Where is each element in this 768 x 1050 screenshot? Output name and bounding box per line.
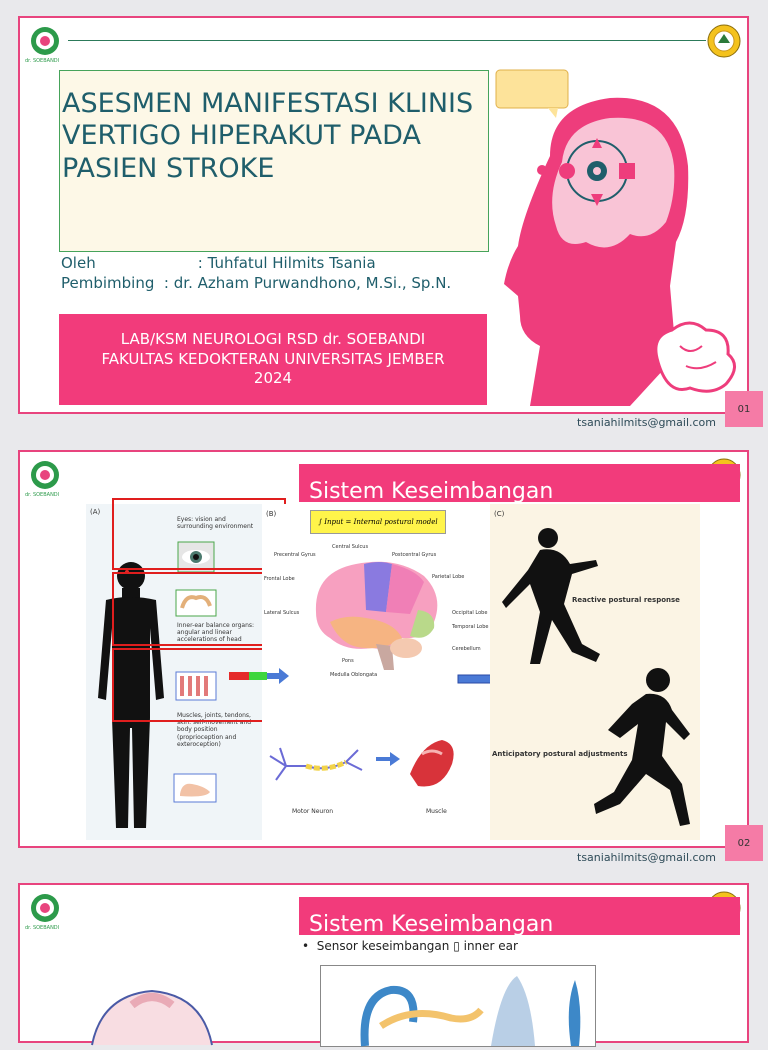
- foot-image: [174, 774, 216, 802]
- logo-caption: dr. SOEBANDI: [25, 925, 60, 931]
- university-seal: [707, 24, 741, 58]
- brain-label-central-sulcus: Central Sulcus: [332, 544, 369, 550]
- supervisor-separator: :: [163, 274, 169, 292]
- page-number: 01: [725, 391, 763, 427]
- supervisor-name: dr. Azham Purwandhono, M.Si., Sp.N.: [173, 274, 452, 292]
- email-footer-2: tsaniahilmits@gmail.com: [577, 851, 716, 864]
- formula-box: ∫ Input = Internal postural model: [310, 510, 446, 534]
- supervisor-label: Pembimbing: [61, 274, 155, 292]
- slide-3: [18, 883, 749, 1043]
- arrow-right-icon: [267, 668, 289, 684]
- bullet-item: • Sensor keseimbangan ▯ inner ear: [302, 939, 518, 953]
- brain-label-occipital: Occipital Lobe: [452, 610, 488, 616]
- eyes-label: Eyes: vision and surrounding environment: [177, 516, 254, 531]
- slide-2: [18, 450, 749, 848]
- author-name: Tuhfatul Hilmits Tsania: [207, 254, 376, 272]
- brainstem-illustration: [82, 975, 222, 1045]
- brain-image: [306, 552, 446, 672]
- highlight-box-eyes: [112, 498, 286, 570]
- head-illustration: [490, 66, 746, 406]
- page-number: 02: [725, 825, 763, 861]
- reactive-label: Reactive postural response: [572, 596, 680, 604]
- section-title: Sistem Keseimbangan: [299, 897, 740, 935]
- institution-line-2: FAKULTAS KEDOKTERAN UNIVERSITAS JEMBER: [101, 349, 445, 368]
- presentation-title: ASESMEN MANIFESTASI KLINIS VERTIGO HIPERAKUT PADA PASIEN STROKE: [62, 88, 474, 184]
- logo-caption: dr. SOEBANDI: [25, 492, 60, 498]
- author-separator: :: [197, 254, 203, 272]
- author-line: [61, 254, 376, 274]
- email-footer-1: tsaniahilmits@gmail.com: [577, 416, 716, 429]
- anticipatory-label: Anticipatory postural adjustments: [492, 750, 628, 758]
- signal-bar-red: [229, 672, 249, 680]
- inner-ear-figure: [320, 965, 596, 1047]
- bullet-text: Sensor keseimbangan ▯ inner ear: [316, 939, 518, 953]
- brain-label-postcentral: Postcentral Gyrus: [392, 552, 437, 558]
- brain-label-medulla: Medulla Oblongata: [330, 672, 378, 678]
- brain-label-pons: Pons: [342, 658, 354, 664]
- slide-1: [18, 16, 749, 414]
- logo-caption: dr. SOEBANDI: [25, 58, 60, 64]
- panel-c-label: (C): [494, 510, 505, 518]
- panel-a-label: (A): [90, 508, 101, 516]
- brain-label-temporal: Temporal Lobe: [452, 624, 489, 630]
- author-label: Oleh: [61, 254, 96, 272]
- supervisor-line: [61, 274, 481, 294]
- header-line: [68, 40, 706, 41]
- brain-label-frontal: Frontal Lobe: [264, 576, 295, 582]
- institution-line-1: LAB/KSM NEUROLOGI RSD dr. SOEBANDI: [120, 330, 426, 349]
- muscle-text-label: Muscle: [426, 808, 447, 815]
- arrow-right-icon: [376, 752, 400, 766]
- section-title: Sistem Keseimbangan: [299, 464, 740, 502]
- institution-banner: [59, 314, 487, 405]
- motor-neuron-label: Motor Neuron: [292, 808, 334, 815]
- highlight-box-ear: [112, 572, 286, 646]
- panel-c-postural: [490, 504, 700, 840]
- ear-label: Inner-ear balance organs: angular and linear accelerations of head: [177, 622, 255, 644]
- motor-neuron-image: [266, 736, 366, 796]
- highlight-box-muscle: [112, 648, 286, 722]
- panel-b-label: (B): [266, 510, 277, 518]
- brain-label-parietal: Parietal Lobe: [432, 574, 465, 580]
- brain-label-lateral-sulcus: Lateral Sulcus: [264, 610, 300, 616]
- brain-label-precentral: Precentral Gyrus: [274, 552, 316, 558]
- brain-label-cerebellum: Cerebellum: [452, 646, 481, 652]
- signal-bar-green: [249, 672, 267, 680]
- muscle-anatomy-image: [402, 734, 462, 794]
- muscle-label: Muscles, joints, tendons, skin: self-movement and body position (proprioception and exteroception): [177, 712, 252, 748]
- institution-year: 2024: [253, 369, 293, 388]
